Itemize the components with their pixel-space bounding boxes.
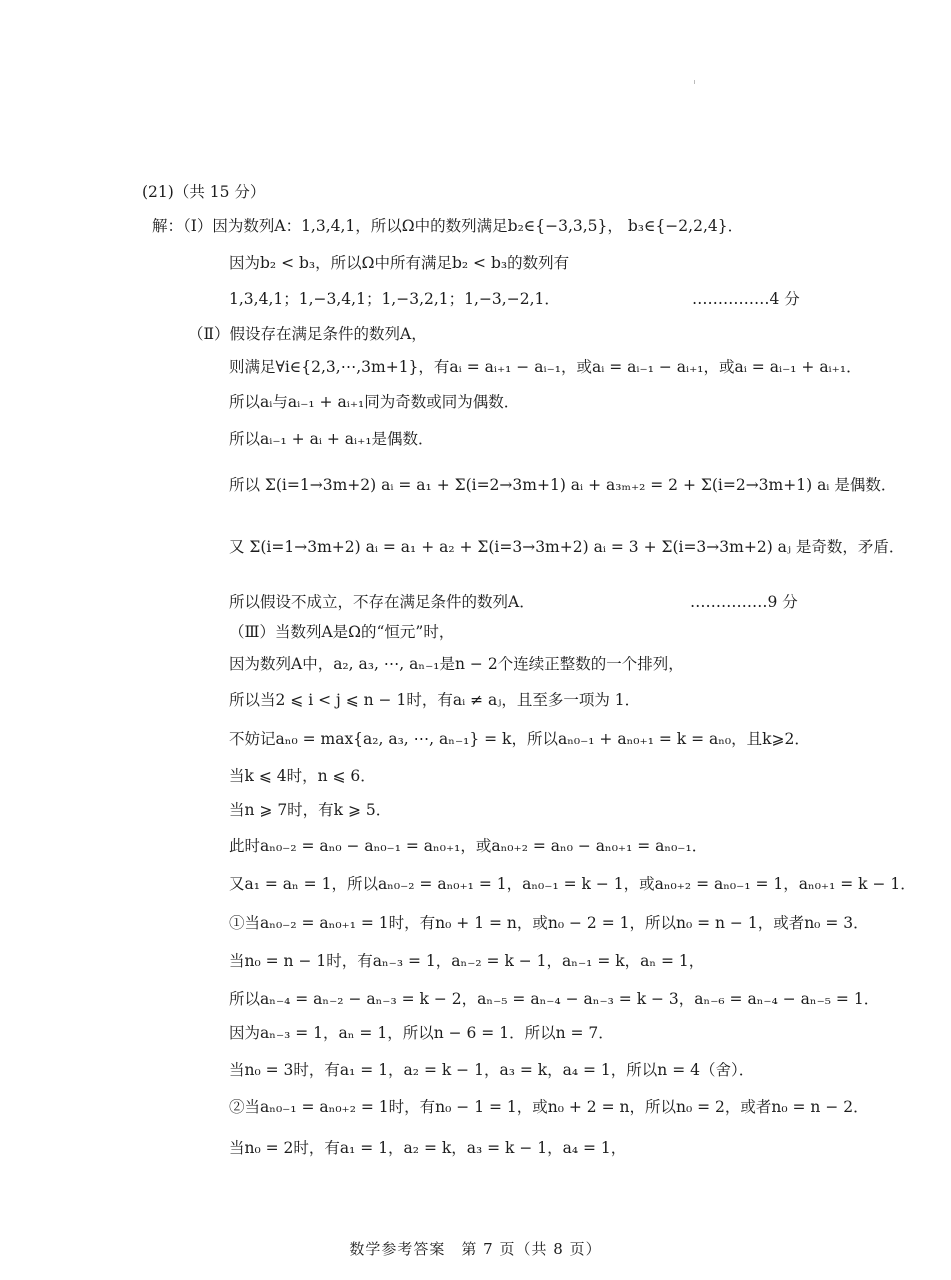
problem-header: (21)（共 15 分） (142, 183, 266, 201)
part3-line-15: 当n₀ = 2时，有a₁ = 1，a₂ = k，a₃ = k − 1，a₄ = 1， (229, 1139, 627, 1157)
part3-line-5: 当k ⩽ 4时，n ⩽ 6． (229, 767, 376, 785)
part1-line-1: 解：（Ⅰ）因为数列A：1,3,4,1，所以Ω中的数列满足b₂∈{−3,3,5}， b₃∈{−2,2,4}． (152, 217, 744, 235)
part2-line-6: 又 Σ(i=1→3m+2) aᵢ = a₁ + a₂ + Σ(i=3→3m+2) aᵢ = 3 + Σ(i=3→3m+2) aⱼ 是奇数，矛盾． (229, 538, 905, 556)
part2-line-7: 所以假设不成立，不存在满足条件的数列A． (229, 593, 535, 611)
part2-line-1: （Ⅱ）假设存在满足条件的数列A， (188, 325, 427, 343)
part2-score: ……………9 分 (690, 593, 798, 611)
part3-line-2: 因为数列A中，a₂, a₃, ⋯, aₙ₋₁是n − 2个连续正整数的一个排列， (229, 655, 684, 673)
part3-line-3: 所以当2 ⩽ i < j ⩽ n − 1时，有aᵢ ≠ aⱼ，且至多一项为 1． (229, 691, 641, 709)
part1-score: ……………4 分 (692, 290, 800, 308)
part3-line-1: （Ⅲ）当数列A是Ω的“恒元”时， (229, 623, 455, 641)
part2-line-3: 所以aᵢ与aᵢ₋₁ + aᵢ₊₁同为奇数或同为偶数． (229, 393, 520, 411)
page-footer: 数学参考答案 第 7 页（共 8 页） (349, 1240, 602, 1258)
part3-line-10: 当n₀ = n − 1时，有aₙ₋₃ = 1，aₙ₋₂ = k − 1，aₙ₋₁ = k，aₙ = 1， (229, 952, 705, 970)
part1-line-2: 因为b₂ < b₃，所以Ω中所有满足b₂ < b₃的数列有 (229, 254, 570, 272)
part2-line-2: 则满足∀i∈{2,3,⋯,3m+1}，有aᵢ = aᵢ₊₁ − aᵢ₋₁，或aᵢ = aᵢ₋₁ − aᵢ₊₁，或aᵢ = aᵢ₋₁ + aᵢ₊₁． (229, 358, 862, 376)
part3-line-11: 所以aₙ₋₄ = aₙ₋₂ − aₙ₋₃ = k − 2，aₙ₋₅ = aₙ₋₄ − aₙ₋₃ = k − 3，aₙ₋₆ = aₙ₋₄ − aₙ₋₅ = 1． (229, 990, 880, 1008)
part3-line-6: 当n ⩾ 7时，有k ⩾ 5． (229, 801, 392, 819)
part3-line-8: 又a₁ = aₙ = 1，所以aₙ₀₋₂ = aₙ₀₊₁ = 1，aₙ₀₋₁ = k − 1，或aₙ₀₊₂ = aₙ₀₋₁ = 1，aₙ₀₊₁ = k − 1． (229, 875, 916, 893)
part3-line-14: ②当aₙ₀₋₁ = aₙ₀₊₂ = 1时，有n₀ − 1 = 1，或n₀ + 2 = n，所以n₀ = 2，或者n₀ = n − 2． (229, 1098, 869, 1116)
part3-line-7: 此时aₙ₀₋₂ = aₙ₀ − aₙ₀₋₁ = aₙ₀₊₁，或aₙ₀₊₂ = aₙ₀ − aₙ₀₊₁ = aₙ₀₋₁． (229, 837, 708, 855)
part2-line-5: 所以 Σ(i=1→3m+2) aᵢ = a₁ + Σ(i=2→3m+1) aᵢ + a₃ₘ₊₂ = 2 + Σ(i=2→3m+1) aᵢ 是偶数． (229, 476, 897, 494)
part3-line-4: 不妨记aₙ₀ = max{a₂, a₃, ⋯, aₙ₋₁} = k，所以aₙ₀₋₁ + aₙ₀₊₁ = k = aₙ₀，且k⩾2． (229, 730, 810, 748)
scan-mark (694, 80, 695, 84)
part3-line-13: 当n₀ = 3时，有a₁ = 1，a₂ = k − 1，a₃ = k，a₄ = 1，所以n = 4（舍）． (229, 1061, 755, 1079)
part1-line-3: 1,3,4,1；1,−3,4,1；1,−3,2,1；1,−3,−2,1． (229, 290, 560, 308)
part2-line-4: 所以aᵢ₋₁ + aᵢ + aᵢ₊₁是偶数． (229, 430, 434, 448)
part3-line-12: 因为aₙ₋₃ = 1，aₙ = 1，所以n − 6 = 1．所以n = 7． (229, 1024, 614, 1042)
part3-line-9: ①当aₙ₀₋₂ = aₙ₀₊₁ = 1时，有n₀ + 1 = n，或n₀ − 2 = 1，所以n₀ = n − 1，或者n₀ = 3． (229, 914, 869, 932)
